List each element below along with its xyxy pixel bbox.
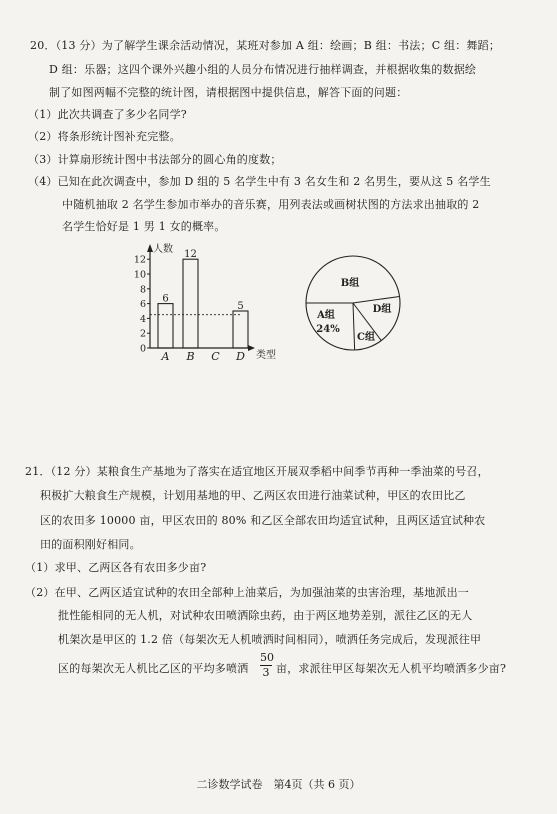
- y-tick-label-4: 4: [139, 313, 146, 325]
- data-label-A: 6: [162, 293, 169, 305]
- q21-line-1: 21．（12 分）某粮食生产基地为了落实在适宜地区开展双季稻中间季节再种一季油菜的号召，: [25, 465, 489, 478]
- y-tick-label-0: 0: [139, 343, 146, 355]
- bar-chart: [128, 238, 298, 368]
- bar-B: [183, 259, 198, 348]
- data-label-D: 5: [237, 301, 244, 312]
- category-label-C: C: [211, 350, 220, 363]
- q20-sub-4-line-1: （4）已知在此次调查中，参加 D 组的 5 名学生中有 3 名女生和 2 名男生，要从这 5 名学生: [28, 175, 491, 188]
- y-tick-label-8: 8: [139, 284, 146, 296]
- category-label-A: A: [161, 350, 170, 363]
- y-tick-label-10: 10: [133, 269, 146, 281]
- page-footer: 二诊数学试卷 第4页（共 6 页）: [196, 778, 361, 791]
- y-axis-label: 人数: [153, 244, 173, 255]
- pie-chart: [300, 250, 410, 360]
- y-tick-label-12: 12: [133, 254, 146, 266]
- q21-line-3: 区的农田多 10000 亩，甲区农田的 80% 和乙区全部农田均适宜试种，且两区适宜试种农: [40, 514, 486, 527]
- q20-line-3: 制了如图两幅不完整的统计图，请根据图中提供信息，解答下面的问题：: [49, 86, 408, 99]
- pie-label-d: D组: [372, 304, 392, 315]
- q20-sub-1: （1）此次共调查了多少名同学?: [28, 108, 187, 121]
- q20-sub-3: （3）计算扇形统计图中书法部分的圆心角的度数；: [28, 153, 282, 166]
- q20-sub-4-line-2: 中随机抽取 2 名学生参加市举办的音乐赛，用列表法或画树状图的方法求出抽取的 2: [62, 198, 480, 211]
- q21-line-4: 田的面积刚好相同。: [40, 538, 141, 551]
- fraction-50-over-3: [260, 652, 272, 679]
- fraction-denominator: 3: [262, 666, 270, 679]
- q20-sub-2: （2）将条形统计图补充完整。: [28, 130, 181, 143]
- pie-divider-1: [353, 296, 400, 303]
- q20-line-2: D 组：乐器；这四个课外兴趣小组的人员分布情况进行抽样调查，并根据收集的数据绘: [49, 63, 477, 76]
- category-label-B: B: [186, 350, 195, 363]
- q21-sub-2-line-1: （2）在甲、乙两区适宜试种的农田全部种上油菜后，为加强油菜的虫害治理，基地派出一: [25, 586, 469, 599]
- pie-label-c: C组: [357, 332, 375, 343]
- pie-label-b: B组: [340, 278, 360, 289]
- q21-sub-2-line-4-b: 亩，求派往甲区每架次无人机平均喷洒多少亩?: [276, 662, 507, 675]
- q21-line-2: 积极扩大粮食生产规模，计划用基地的甲、乙两区农田进行油菜试种，甲区的农田比乙: [40, 489, 466, 502]
- x-axis-label: 类型: [256, 350, 276, 361]
- fraction-numerator: 50: [260, 651, 274, 664]
- x-axis-arrow: [248, 345, 255, 351]
- q20-sub-4-line-3: 名学生恰好是 1 男 1 女的概率。: [62, 220, 226, 233]
- bar-A: [158, 304, 173, 348]
- category-label-D: D: [236, 350, 245, 363]
- y-tick-label-6: 6: [139, 299, 146, 311]
- data-label-B: 12: [184, 249, 197, 261]
- y-tick-label-2: 2: [139, 328, 146, 340]
- q20-line-1: 20．（13 分）为了解学生课余活动情况，某班对参加 A 组：绘画；B 组：书法；C 组：舞蹈；: [30, 39, 501, 52]
- bar-D: [233, 311, 248, 348]
- pie-divider-3: [353, 303, 355, 350]
- pie-label-a-percent: 24%: [316, 324, 340, 335]
- q21-sub-2-line-3: 机架次是甲区的 1.2 倍（每架次无人机喷洒时间相同），喷洒任务完成后，发现派往甲: [58, 633, 482, 646]
- pie-label-a: A组: [317, 310, 335, 321]
- q21-sub-2-line-2: 批性能相同的无人机，对试种农田喷洒除虫药，由于两区地势差别，派往乙区的无人: [58, 609, 473, 622]
- q21-sub-1: （1）求甲、乙两区各有农田多少亩?: [25, 561, 207, 574]
- q21-sub-2-line-4-a: 区的每架次无人机比乙区的平均多喷洒: [58, 662, 249, 675]
